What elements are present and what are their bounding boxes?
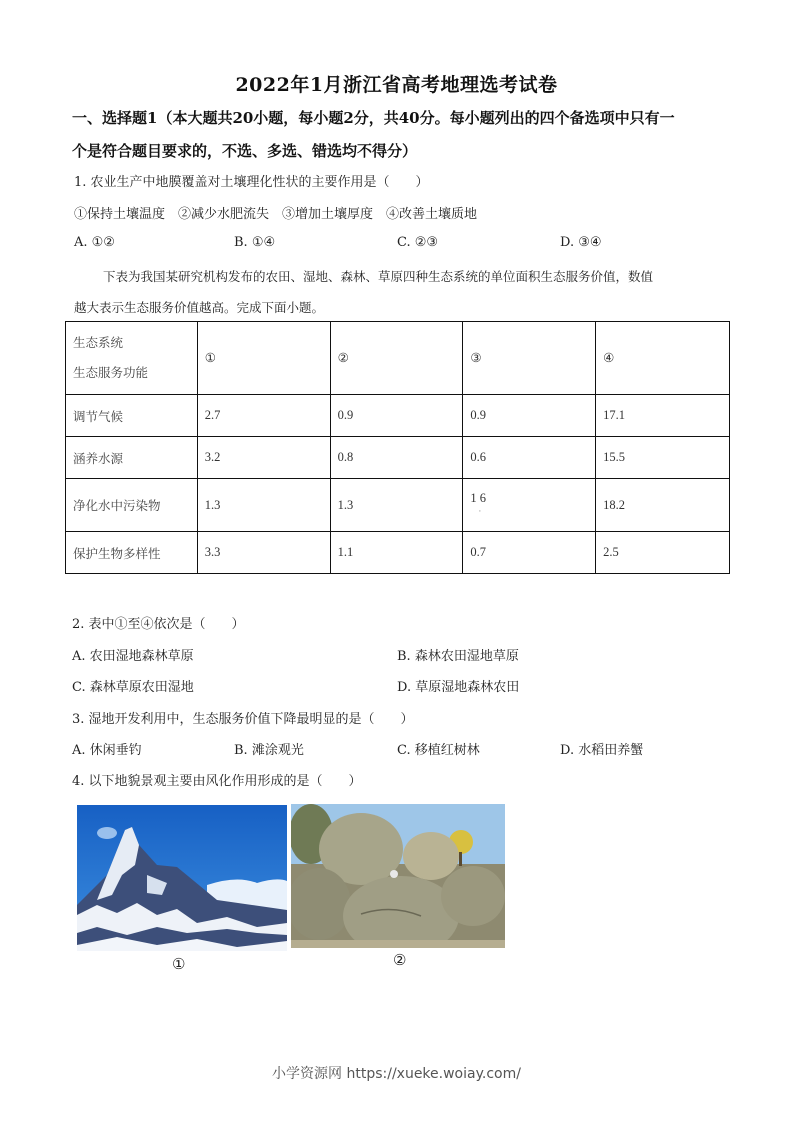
- table-cell: 2.5: [596, 532, 730, 574]
- question-1-stem: 1. 农业生产中地膜覆盖对土壤理化性状的主要作用是（ ）: [74, 175, 429, 190]
- table-cell: 15.5: [596, 437, 730, 479]
- question-2-option-a: A. 农田湿地森林草原: [72, 649, 194, 664]
- row-label: 净化水中污染物: [66, 479, 198, 532]
- table-cell: 0.9: [463, 395, 596, 437]
- table-intro-line-2: 越大表示生态服务价值越高。完成下面小题。: [74, 300, 325, 315]
- table-cell: 1.1: [330, 532, 463, 574]
- table-row: [66, 395, 730, 437]
- question-1-option-a: A. ①②: [74, 235, 115, 250]
- question-1-option-c: C. ②③: [397, 235, 439, 250]
- table-intro-line-1: 下表为我国某研究机构发布的农田、湿地、森林、草原四种生态系统的单位面积生态服务价值，数值: [103, 269, 654, 284]
- ecosystem-service-table: [65, 321, 730, 574]
- section-heading-line-1: 一、选择题1（本大题共20小题，每小题2分，共40分。每小题列出的四个备选项中只有一: [72, 109, 675, 127]
- table-cell: 0.8: [330, 437, 463, 479]
- table-cell: 1.3: [330, 479, 463, 532]
- row-label: 调节气候: [66, 395, 198, 437]
- question-3-option-a: A. 休闲垂钓: [72, 743, 142, 758]
- table-row: [66, 532, 730, 574]
- table-cell: 0.6: [463, 437, 596, 479]
- table-cell: 1.3: [197, 479, 330, 532]
- table-row: [66, 437, 730, 479]
- section-heading: [72, 102, 732, 168]
- question-1-option-b: B. ①④: [234, 235, 276, 250]
- granite-boulders-photo: [291, 804, 505, 948]
- question-2-stem: 2. 表中①至④依次是（ ）: [72, 617, 245, 632]
- section-heading-line-2: 个是符合题目要求的，不选、多选、错选均不得分）: [72, 142, 418, 160]
- column-header-1: ①: [197, 322, 330, 395]
- table-cell: 0.7: [463, 532, 596, 574]
- mountain-peak-image: [77, 805, 287, 951]
- footer-watermark: 小学资源网 https://xueke.woiay.com/: [272, 1066, 521, 1082]
- header-ecosystem-label: 生态系统: [73, 335, 124, 350]
- question-1-option-d: D. ③④: [560, 235, 602, 250]
- question-3-stem: 3. 湿地开发利用中，生态服务价值下降最明显的是（ ）: [72, 712, 414, 727]
- question-2-option-d: D. 草原湿地森林农田: [397, 680, 520, 695]
- photo-2-caption: ②: [393, 951, 407, 969]
- mountain-peak-photo: [77, 805, 287, 951]
- question-2-option-b: B. 森林农田湿地草原: [397, 649, 519, 664]
- table-cell: 3.3: [197, 532, 330, 574]
- question-3-option-d: D. 水稻田养蟹: [560, 743, 644, 758]
- header-service-label: 生态服务功能: [73, 365, 149, 380]
- column-header-2: ②: [330, 322, 463, 395]
- column-header-4: ④: [596, 322, 730, 395]
- table-header-row: [66, 322, 730, 395]
- question-3-option-b: B. 滩涂观光: [234, 743, 304, 758]
- table-cell: 2.7: [197, 395, 330, 437]
- photo-1-caption: ①: [172, 955, 186, 973]
- table-cell: [463, 479, 596, 532]
- column-header-3: ③: [463, 322, 596, 395]
- table-cell: 3.2: [197, 437, 330, 479]
- granite-boulders-image: [291, 804, 505, 948]
- table-cell: 18.2: [596, 479, 730, 532]
- question-2-option-c: C. 森林草原农田湿地: [72, 680, 194, 695]
- question-3-option-c: C. 移植红树林: [397, 743, 480, 758]
- table-corner-header: [66, 322, 198, 395]
- table-cell: 0.9: [330, 395, 463, 437]
- row-label: 涵养水源: [66, 437, 198, 479]
- row-label: 保护生物多样性: [66, 532, 198, 574]
- table-cell: 17.1: [596, 395, 730, 437]
- displaced-decimal-value: 1 6 ·: [470, 491, 486, 516]
- table-row: [66, 479, 730, 532]
- question-1-statements: ①保持土壤温度 ②减少水肥流失 ③增加土壤厚度 ④改善土壤质地: [74, 207, 478, 222]
- document-title: 2022年1月浙江省高考地理选考试卷: [235, 74, 558, 96]
- question-4-stem: 4. 以下地貌景观主要由风化作用形成的是（ ）: [72, 774, 362, 789]
